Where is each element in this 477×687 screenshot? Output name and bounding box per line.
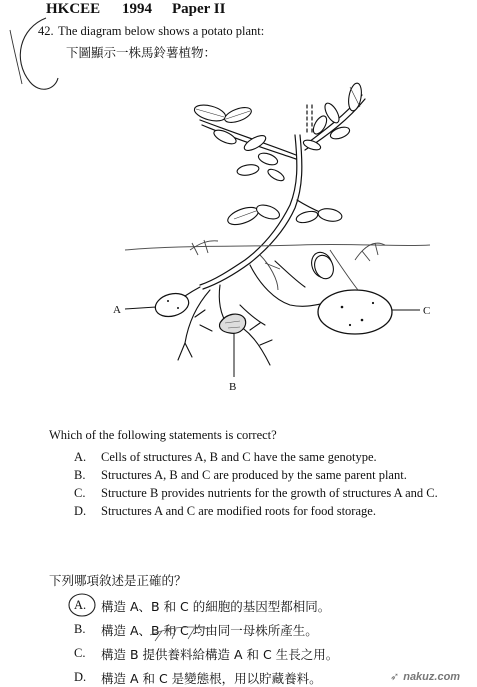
question-number: 42. [38, 24, 54, 38]
pointer-line-a [125, 307, 156, 309]
option-en-b-text: Structures A, B and C are produced by the same parent plant. [101, 468, 407, 482]
question-prompt-zh: 下列哪項敘述是正確的？ [49, 573, 187, 588]
option-en-c-text: Structure B provides nutrients for the growth of structures A and C. [101, 486, 438, 500]
option-zh-b-letter: B. [74, 622, 86, 636]
option-zh-c-text: 構造 B 提供養料給構造 A 和 C 生長之用。 [101, 647, 339, 662]
watermark-arrow-icon: ➶ [390, 671, 400, 683]
watermark-text: nakuz.com [403, 671, 461, 683]
question-intro-en: The diagram below shows a potato plant: [58, 24, 265, 38]
option-en-d-letter: D. [74, 504, 87, 518]
option-zh-d-text: 構造 A 和 C 是變態根，用以貯藏養料。 [101, 671, 322, 686]
option-en-a-text: Cells of structures A, B and C have the same genotype. [101, 450, 377, 464]
option-en-a-letter: A. [74, 450, 87, 464]
option-en-b-letter: B. [74, 468, 86, 482]
paper-label: Paper II [172, 1, 226, 17]
handwritten-answer-marks [60, 585, 360, 685]
label-b: B [229, 381, 237, 393]
soil-line [125, 244, 430, 250]
option-zh-c-letter: C. [74, 646, 86, 660]
option-zh-b-text: 構造 A、B 和 C 均由同一母株所產生。 [101, 623, 318, 638]
question-intro-zh: 下圖顯示一株馬鈴薯植物： [66, 45, 217, 60]
option-zh-a-text: 構造 A、B 和 C 的細胞的基因型都相同。 [101, 599, 331, 614]
exam-name: HKCEE [46, 1, 101, 17]
option-zh-a-letter: A. [74, 598, 87, 612]
leaves [193, 82, 364, 280]
tuber-a [153, 290, 192, 320]
label-c: C [423, 305, 431, 317]
potato-plant-diagram [100, 75, 440, 395]
watermark [390, 667, 460, 685]
exam-year: 1994 [122, 1, 152, 17]
question-prompt-en: Which of the following statements is correct? [49, 428, 277, 442]
tuber-c [318, 290, 392, 334]
option-zh-d-letter: D. [74, 670, 87, 684]
label-a: A [113, 304, 121, 316]
option-en-d-text: Structures A and C are modified roots for food storage. [101, 504, 376, 518]
option-en-c-letter: C. [74, 486, 86, 500]
